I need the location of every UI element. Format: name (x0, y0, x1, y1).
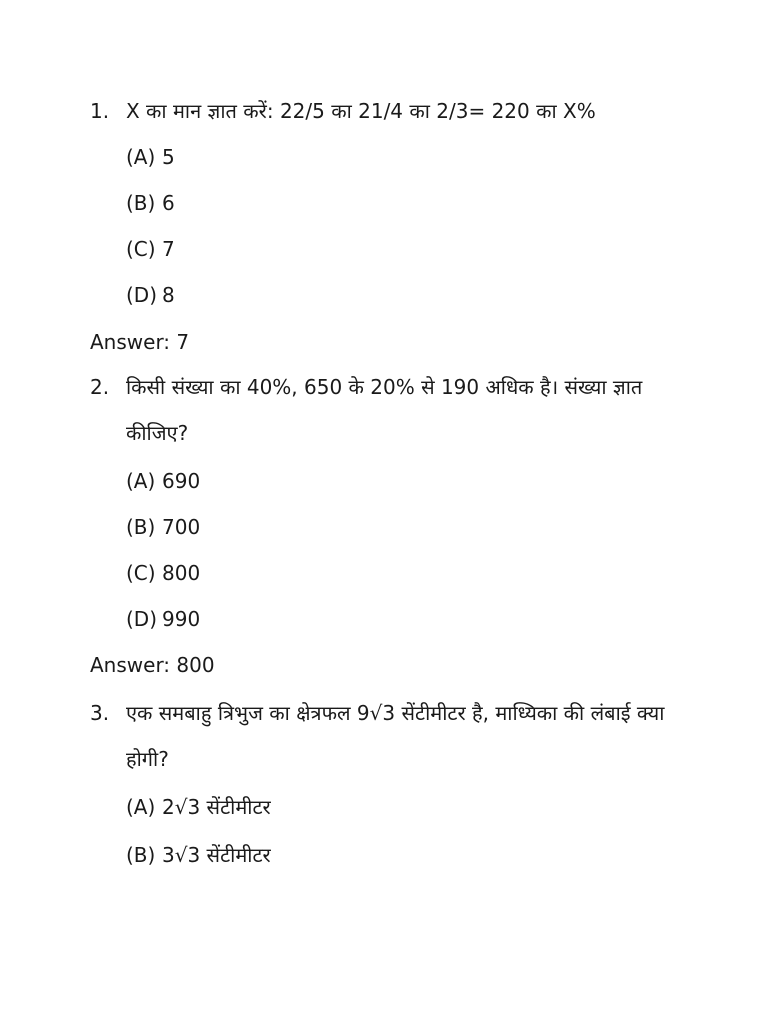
option-letter: (A) (126, 469, 156, 493)
option-a (126, 134, 175, 180)
option-b (126, 180, 175, 226)
option-d (126, 596, 200, 642)
answer-2: Answer: 800 (90, 653, 215, 677)
option-c (126, 226, 175, 272)
option-letter: (D) (126, 607, 158, 631)
option-value: 2√3 सेंटीमीटर (162, 795, 271, 819)
question-number: 3. (90, 701, 110, 725)
option-letter: (C) (126, 237, 156, 261)
question-3 (90, 690, 690, 782)
option-value: 990 (162, 607, 201, 631)
option-letter: (B) (126, 515, 156, 539)
option-letter: (B) (126, 191, 156, 215)
option-value: 3√3 सेंटीमीटर (162, 843, 271, 867)
option-letter: (B) (126, 843, 156, 867)
option-value: 690 (162, 469, 201, 493)
question-text: किसी संख्या का 40%, 650 के 20% से 190 अधिक है। संख्या ज्ञात कीजिए? (126, 375, 643, 445)
option-b (126, 504, 200, 550)
option-letter: (C) (126, 561, 156, 585)
option-value: 5 (162, 145, 175, 169)
option-a (126, 458, 200, 504)
option-value: 7 (162, 237, 175, 261)
option-letter: (A) (126, 145, 156, 169)
option-b (126, 832, 271, 878)
option-letter: (D) (126, 283, 158, 307)
answer-1: Answer: 7 (90, 330, 190, 354)
question-2 (90, 364, 690, 456)
option-letter: (A) (126, 795, 156, 819)
question-1 (90, 88, 690, 134)
question-number: 2. (90, 375, 110, 399)
option-a (126, 784, 271, 830)
option-value: 6 (162, 191, 175, 215)
option-d (126, 272, 175, 318)
option-value: 700 (162, 515, 201, 539)
question-number: 1. (90, 99, 110, 123)
option-c (126, 550, 200, 596)
question-text: एक समबाहु त्रिभुज का क्षेत्रफल 9√3 सेंटीमीटर है, माध्यिका की लंबाई क्या होगी? (126, 701, 665, 771)
question-text: X का मान ज्ञात करें: 22/5 का 21/4 का 2/3= 220 का X% (126, 99, 596, 123)
option-value: 8 (162, 283, 175, 307)
option-value: 800 (162, 561, 201, 585)
